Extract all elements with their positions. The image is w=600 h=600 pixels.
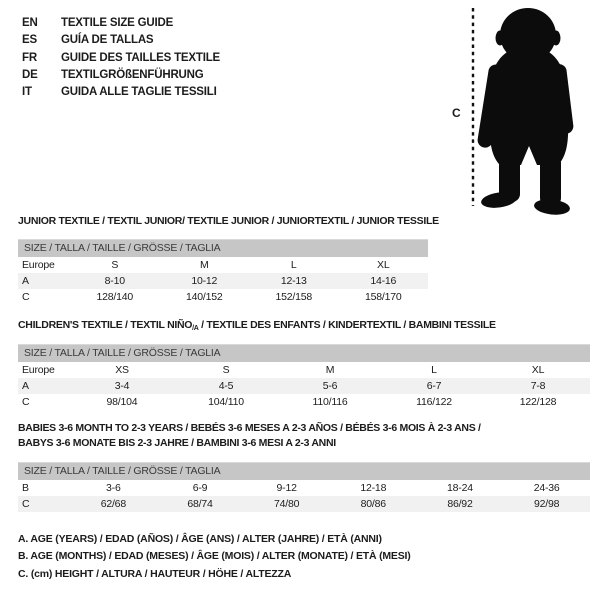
language-row-en <box>22 15 220 32</box>
size-value-cell: S <box>222 363 230 376</box>
table-row-height <box>18 289 428 305</box>
legend-line-b: B. AGE (MONTHS) / EDAD (MESES) / ÂGE (MOIS) / ALTER (MONATE) / ETÀ (MESI) <box>18 550 411 563</box>
table-row-europe <box>18 257 428 273</box>
size-value-cell: 8-10 <box>70 273 160 289</box>
size-value-cell: 92/98 <box>503 496 590 512</box>
size-value-cell: 9-12 <box>276 481 297 494</box>
size-value-cell: 4-5 <box>174 378 278 394</box>
language-list <box>22 15 220 101</box>
children-size-table <box>18 344 590 410</box>
language-code: DE <box>22 68 38 81</box>
row-label-cell: C <box>22 290 30 303</box>
row-label-cell: Europe <box>22 363 55 376</box>
height-label-c: C <box>452 106 461 120</box>
size-header-bar: SIZE / TALLA / TAILLE / GRÖSSE / TAGLIA <box>18 463 590 480</box>
size-value-cell: S <box>111 258 119 271</box>
size-header-bar: SIZE / TALLA / TAILLE / GRÖSSE / TAGLIA <box>18 345 590 362</box>
size-value-cell: 128/140 <box>96 290 134 303</box>
language-code: EN <box>22 17 38 29</box>
size-value-cell: 12-18 <box>360 481 387 494</box>
table-row-europe <box>18 362 590 378</box>
row-label-cell: A <box>18 273 70 289</box>
babies-size-table <box>18 462 590 512</box>
size-value-cell: M <box>325 363 335 376</box>
legend-line-a: A. AGE (YEARS) / EDAD (AÑOS) / ÂGE (ANS) / ALTER (JAHRE) / ETÀ (ANNI) <box>18 533 382 545</box>
language-row-fr <box>22 50 220 67</box>
measurement-legend <box>18 531 411 583</box>
size-value-cell: M <box>199 258 209 271</box>
language-code: ES <box>22 34 37 47</box>
baby-silhouette <box>477 8 575 216</box>
size-value-cell: 6-9 <box>192 481 208 494</box>
size-value-cell: 140/152 <box>185 290 223 303</box>
language-title: TEXTILGRÖßENFÜHRUNG <box>61 68 204 81</box>
size-value-cell: 110/116 <box>312 395 348 408</box>
size-value-cell: 158/170 <box>364 290 402 303</box>
size-value-cell: 68/74 <box>157 496 244 512</box>
row-label-cell: C <box>18 496 70 512</box>
size-value-cell: 3-6 <box>106 481 121 494</box>
size-value-cell: 86/92 <box>417 496 504 512</box>
language-title: GUIDA ALLE TAGLIE TESSILI <box>61 86 217 99</box>
size-value-cell: 10-12 <box>160 273 250 289</box>
size-value-cell: 104/110 <box>208 395 244 408</box>
size-value-cell: 74/80 <box>243 496 330 512</box>
size-value-cell: 98/104 <box>106 395 138 408</box>
size-value-cell: 5-6 <box>278 378 382 394</box>
size-value-cell: 6-7 <box>382 378 486 394</box>
row-label-cell: C <box>22 395 30 408</box>
size-value-cell: L <box>290 258 297 271</box>
babies-title-line2: BABYS 3-6 MONATE BIS 2-3 JAHRE / BAMBINI 3-6 MESI A 2-3 ANNI <box>18 437 336 449</box>
size-value-cell: 80/86 <box>330 496 417 512</box>
size-value-cell: 7-8 <box>486 378 590 394</box>
table-row-height <box>18 496 590 512</box>
size-value-cell: 62/68 <box>70 496 157 512</box>
size-value-cell: 18-24 <box>447 481 473 494</box>
junior-size-table <box>18 239 428 305</box>
babies-section-title <box>18 421 498 451</box>
language-row-es <box>22 32 220 49</box>
language-row-de <box>22 67 220 84</box>
size-value-cell: 3-4 <box>70 378 174 394</box>
size-header-bar: SIZE / TALLA / TAILLE / GRÖSSE / TAGLIA <box>18 240 428 257</box>
language-row-it <box>22 84 220 101</box>
size-value-cell: 116/122 <box>416 395 452 408</box>
row-label-cell: Europe <box>22 258 55 271</box>
babies-title-line1: BABIES 3-6 MONTH TO 2-3 YEARS / BEBÉS 3-6 MESES A 2-3 AÑOS / BÉBÉS 3-6 MOIS À 2-3 ANS / <box>18 422 481 434</box>
size-value-cell: XL <box>531 363 545 376</box>
children-title-text: CHILDREN'S TEXTILE / TEXTIL NIÑO <box>18 319 193 331</box>
size-value-cell: 152/158 <box>275 290 313 303</box>
children-section-title <box>18 318 496 336</box>
legend-line-c: C. (cm) HEIGHT / ALTURA / HAUTEUR / HÖHE / ALTEZZA <box>18 567 292 580</box>
table-row-age-months <box>18 480 590 496</box>
size-value-cell: 24-36 <box>533 481 560 494</box>
language-code: IT <box>22 86 32 99</box>
table-row-age <box>18 378 590 394</box>
language-title: GUIDE DES TAILLES TEXTILE <box>61 51 220 64</box>
size-value-cell: 12-13 <box>249 273 339 289</box>
size-value-cell: 14-16 <box>339 273 429 289</box>
size-value-cell: L <box>431 363 437 376</box>
table-row-age <box>18 273 428 289</box>
language-title: TEXTILE SIZE GUIDE <box>61 17 174 29</box>
size-value-cell: 122/128 <box>519 395 557 408</box>
children-title-text: / TEXTILE DES ENFANTS / KINDERTEXTIL / BAMBINI TESSILE <box>198 319 496 331</box>
size-value-cell: XL <box>377 258 390 271</box>
row-label-cell: B <box>22 481 29 494</box>
language-title: GUÍA DE TALLAS <box>61 34 154 47</box>
children-title-subscript: /A <box>192 325 199 332</box>
junior-section-title: JUNIOR TEXTILE / TEXTIL JUNIOR/ TEXTILE JUNIOR / JUNIORTEXTIL / JUNIOR TESSILE <box>18 215 439 227</box>
language-code: FR <box>22 51 37 64</box>
table-row-height <box>18 394 590 410</box>
row-label-cell: A <box>18 378 70 394</box>
size-value-cell: XS <box>115 363 129 376</box>
